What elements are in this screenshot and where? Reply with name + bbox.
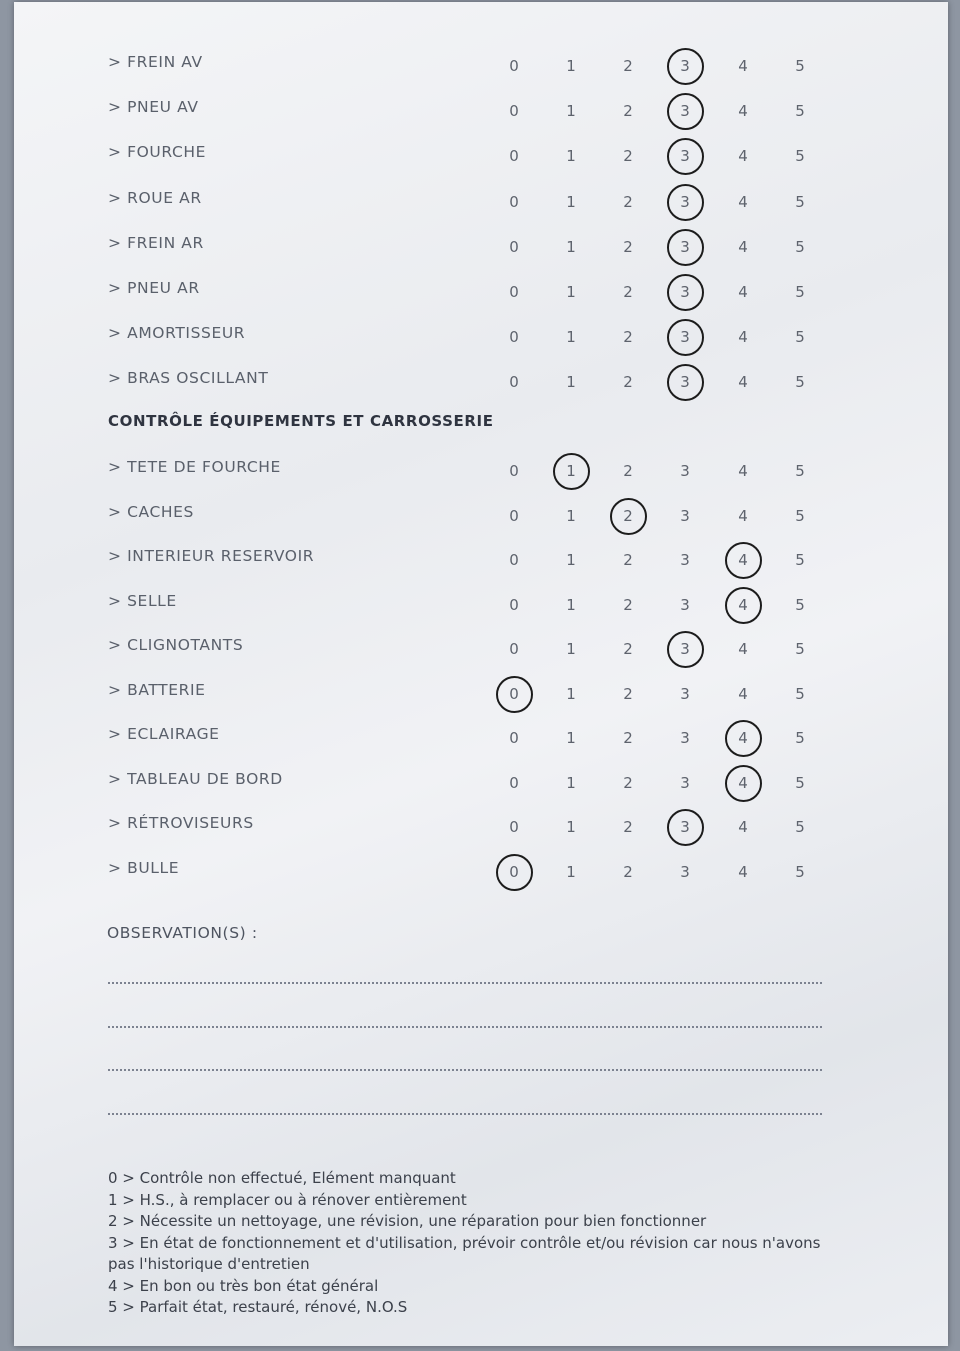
- checklist-row: [14, 181, 948, 217]
- score-option[interactable]: 1: [566, 283, 576, 301]
- score-option[interactable]: 5: [795, 818, 805, 836]
- checklist-item-label: > TETE DE FOURCHE: [108, 458, 281, 476]
- score-option[interactable]: 2: [623, 729, 633, 747]
- selected-score-circle[interactable]: 4: [728, 590, 758, 620]
- score-option[interactable]: 1: [566, 640, 576, 658]
- score-option[interactable]: 5: [795, 551, 805, 569]
- score-option[interactable]: 1: [566, 373, 576, 392]
- score-option[interactable]: 1: [566, 102, 576, 121]
- checklist-item-label: > PNEU AV: [108, 98, 199, 117]
- score-option[interactable]: 5: [795, 57, 805, 75]
- score-option[interactable]: 4: [738, 506, 748, 525]
- score-option[interactable]: 5: [795, 102, 805, 121]
- checklist-row: [14, 539, 948, 575]
- score-option[interactable]: 2: [623, 640, 633, 658]
- score-option[interactable]: 2: [623, 283, 633, 301]
- checklist-row: [14, 806, 948, 842]
- score-option[interactable]: 0: [509, 551, 519, 569]
- observation-line[interactable]: [108, 1069, 822, 1071]
- selected-score-circle[interactable]: 3: [670, 277, 700, 307]
- score-option[interactable]: 5: [795, 684, 805, 703]
- score-option[interactable]: 1: [566, 729, 576, 747]
- selected-score-circle[interactable]: 3: [670, 96, 700, 126]
- checklist-row: [14, 584, 948, 620]
- score-option[interactable]: 5: [795, 773, 805, 792]
- checklist-item-label: > SELLE: [108, 591, 177, 610]
- selected-score-circle[interactable]: 2: [613, 501, 643, 531]
- section-title: CONTRÔLE ÉQUIPEMENTS ET CARROSSERIE: [108, 412, 494, 430]
- selected-score-circle[interactable]: 4: [728, 723, 758, 753]
- score-option[interactable]: 2: [623, 595, 633, 614]
- checklist-row: [14, 673, 948, 709]
- score-option[interactable]: 5: [795, 595, 805, 614]
- score-option[interactable]: 1: [566, 595, 576, 614]
- checklist-row: [14, 450, 948, 486]
- score-option[interactable]: 4: [738, 462, 748, 480]
- score-option[interactable]: 3: [680, 729, 690, 747]
- score-option[interactable]: 0: [509, 57, 519, 75]
- score-option[interactable]: 0: [509, 462, 519, 480]
- checklist-item-label: > CACHES: [108, 502, 194, 521]
- score-option[interactable]: 3: [680, 773, 690, 792]
- legend-item: 0 > Contrôle non effectué, Elément manquant: [108, 1169, 456, 1187]
- score-option[interactable]: 0: [509, 729, 519, 747]
- checklist-row: [14, 90, 948, 126]
- score-option[interactable]: 0: [509, 102, 519, 121]
- checklist-item-label: > BRAS OSCILLANT: [108, 369, 269, 388]
- score-option[interactable]: 4: [738, 818, 748, 836]
- score-option[interactable]: 0: [509, 373, 519, 392]
- legend-item: 3 > En état de fonctionnement et d'utilisation, prévoir contrôle et/ou révision car nous n'avons pas l'historique d'entretien: [108, 1233, 821, 1273]
- score-option[interactable]: 4: [738, 862, 748, 881]
- legend-item: 1 > H.S., à remplacer ou à rénover entièrement: [108, 1190, 467, 1209]
- checklist-row: [14, 495, 948, 531]
- score-option[interactable]: 0: [509, 237, 519, 256]
- score-option[interactable]: 4: [738, 373, 748, 392]
- score-option[interactable]: 4: [738, 102, 748, 121]
- legend-item: 2 > Nécessite un nettoyage, une révision, une réparation pour bien fonctionner: [108, 1212, 707, 1230]
- checklist-row: [14, 361, 948, 397]
- rating-legend: [108, 1168, 828, 1319]
- checklist-row: [14, 271, 948, 307]
- score-option[interactable]: 4: [738, 640, 748, 658]
- score-option[interactable]: 1: [566, 506, 576, 525]
- score-option[interactable]: 5: [795, 192, 805, 211]
- score-option[interactable]: 1: [566, 684, 576, 703]
- checklist-row: [14, 316, 948, 352]
- score-option[interactable]: 2: [623, 373, 633, 392]
- score-option[interactable]: 1: [566, 328, 576, 347]
- score-option[interactable]: 1: [566, 862, 576, 881]
- checklist-item-label: > ECLAIRAGE: [108, 725, 220, 743]
- selected-score-circle[interactable]: 0: [499, 679, 529, 709]
- score-option[interactable]: 1: [566, 237, 576, 256]
- checklist-item-label: > CLIGNOTANTS: [108, 636, 244, 654]
- score-option[interactable]: 5: [795, 373, 805, 392]
- checklist-row: [14, 762, 948, 798]
- score-option[interactable]: 2: [623, 462, 633, 480]
- score-option[interactable]: 5: [795, 462, 805, 480]
- score-option[interactable]: 0: [509, 506, 519, 525]
- score-option[interactable]: 3: [680, 506, 690, 525]
- legend-item: 4 > En bon ou très bon état général: [108, 1276, 379, 1295]
- selected-score-circle[interactable]: 3: [670, 187, 700, 217]
- selected-score-circle[interactable]: 4: [728, 545, 758, 575]
- selected-score-circle[interactable]: 3: [670, 51, 700, 81]
- score-option[interactable]: 2: [623, 862, 633, 881]
- score-option[interactable]: 4: [738, 192, 748, 211]
- score-option[interactable]: 0: [509, 192, 519, 211]
- selected-score-circle[interactable]: 3: [670, 367, 700, 397]
- score-option[interactable]: 3: [680, 684, 690, 703]
- score-option[interactable]: 5: [795, 328, 805, 347]
- checklist-item-label: > TABLEAU DE BORD: [108, 769, 283, 788]
- score-option[interactable]: 1: [566, 818, 576, 836]
- score-option[interactable]: 0: [509, 283, 519, 301]
- score-option[interactable]: 3: [680, 862, 690, 881]
- selected-score-circle[interactable]: 3: [670, 232, 700, 262]
- score-option[interactable]: 4: [738, 684, 748, 703]
- checklist-item-label: > FREIN AR: [108, 233, 204, 252]
- score-option[interactable]: 5: [795, 506, 805, 525]
- score-option[interactable]: 4: [738, 57, 748, 75]
- score-option[interactable]: 4: [738, 147, 748, 166]
- checklist-row: [14, 226, 948, 262]
- score-option[interactable]: 0: [509, 773, 519, 792]
- checklist-item-label: > BATTERIE: [108, 680, 206, 699]
- selected-score-circle[interactable]: 3: [670, 322, 700, 352]
- selected-score-circle[interactable]: 1: [556, 456, 586, 486]
- score-option[interactable]: 2: [623, 147, 633, 166]
- score-option[interactable]: 5: [795, 237, 805, 256]
- score-option[interactable]: 0: [509, 640, 519, 658]
- checklist-row: [14, 45, 948, 81]
- score-option[interactable]: 2: [623, 57, 633, 75]
- checklist-item-label: > ROUE AR: [108, 188, 202, 207]
- score-option[interactable]: 5: [795, 862, 805, 881]
- selected-score-circle[interactable]: 3: [670, 141, 700, 171]
- score-option[interactable]: 5: [795, 283, 805, 301]
- checklist-row: [14, 717, 948, 753]
- checklist-row: [14, 135, 948, 171]
- observation-line[interactable]: [108, 982, 822, 984]
- score-option[interactable]: 1: [566, 773, 576, 792]
- score-option[interactable]: 2: [623, 102, 633, 121]
- inspection-sheet: [14, 2, 948, 1346]
- checklist-item-label: > FOURCHE: [108, 143, 207, 162]
- score-option[interactable]: 0: [509, 147, 519, 166]
- score-option[interactable]: 0: [509, 818, 519, 836]
- score-option[interactable]: 0: [509, 328, 519, 347]
- selected-score-circle[interactable]: 3: [670, 634, 700, 664]
- score-option[interactable]: 1: [566, 147, 576, 166]
- score-option[interactable]: 4: [738, 328, 748, 347]
- score-option[interactable]: 4: [738, 237, 748, 256]
- score-option[interactable]: 5: [795, 147, 805, 166]
- checklist-row: [14, 851, 948, 887]
- score-option[interactable]: 4: [738, 283, 748, 301]
- score-option[interactable]: 5: [795, 640, 805, 658]
- score-option[interactable]: 1: [566, 551, 576, 569]
- score-option[interactable]: 2: [623, 773, 633, 792]
- score-option[interactable]: 3: [680, 551, 690, 569]
- checklist-row: [14, 628, 948, 664]
- selected-score-circle[interactable]: 4: [728, 768, 758, 798]
- checklist-item-label: > BULLE: [108, 858, 180, 877]
- score-option[interactable]: 3: [680, 595, 690, 614]
- score-option[interactable]: 2: [623, 192, 633, 211]
- legend-item: 5 > Parfait état, restauré, rénové, N.O.S: [108, 1298, 408, 1316]
- checklist-item-label: > RÉTROVISEURS: [108, 814, 254, 832]
- score-option[interactable]: 1: [566, 192, 576, 211]
- score-option[interactable]: 2: [623, 818, 633, 836]
- score-option[interactable]: 1: [566, 57, 576, 75]
- selected-score-circle[interactable]: 0: [499, 857, 529, 887]
- score-option[interactable]: 2: [623, 684, 633, 703]
- checklist-item-label: > AMORTISSEUR: [108, 324, 246, 343]
- score-option[interactable]: 5: [795, 729, 805, 747]
- selected-score-circle[interactable]: 3: [670, 812, 700, 842]
- checklist-item-label: > INTERIEUR RESERVOIR: [108, 547, 315, 565]
- score-option[interactable]: 3: [680, 462, 690, 480]
- score-option[interactable]: 2: [623, 551, 633, 569]
- checklist-item-label: > FREIN AV: [108, 53, 203, 71]
- checklist-item-label: > PNEU AR: [108, 279, 200, 297]
- score-option[interactable]: 2: [623, 237, 633, 256]
- observations-label: OBSERVATION(S) :: [107, 924, 258, 942]
- observation-line[interactable]: [108, 1113, 822, 1115]
- score-option[interactable]: 2: [623, 328, 633, 347]
- observation-line[interactable]: [108, 1026, 822, 1028]
- score-option[interactable]: 0: [509, 595, 519, 614]
